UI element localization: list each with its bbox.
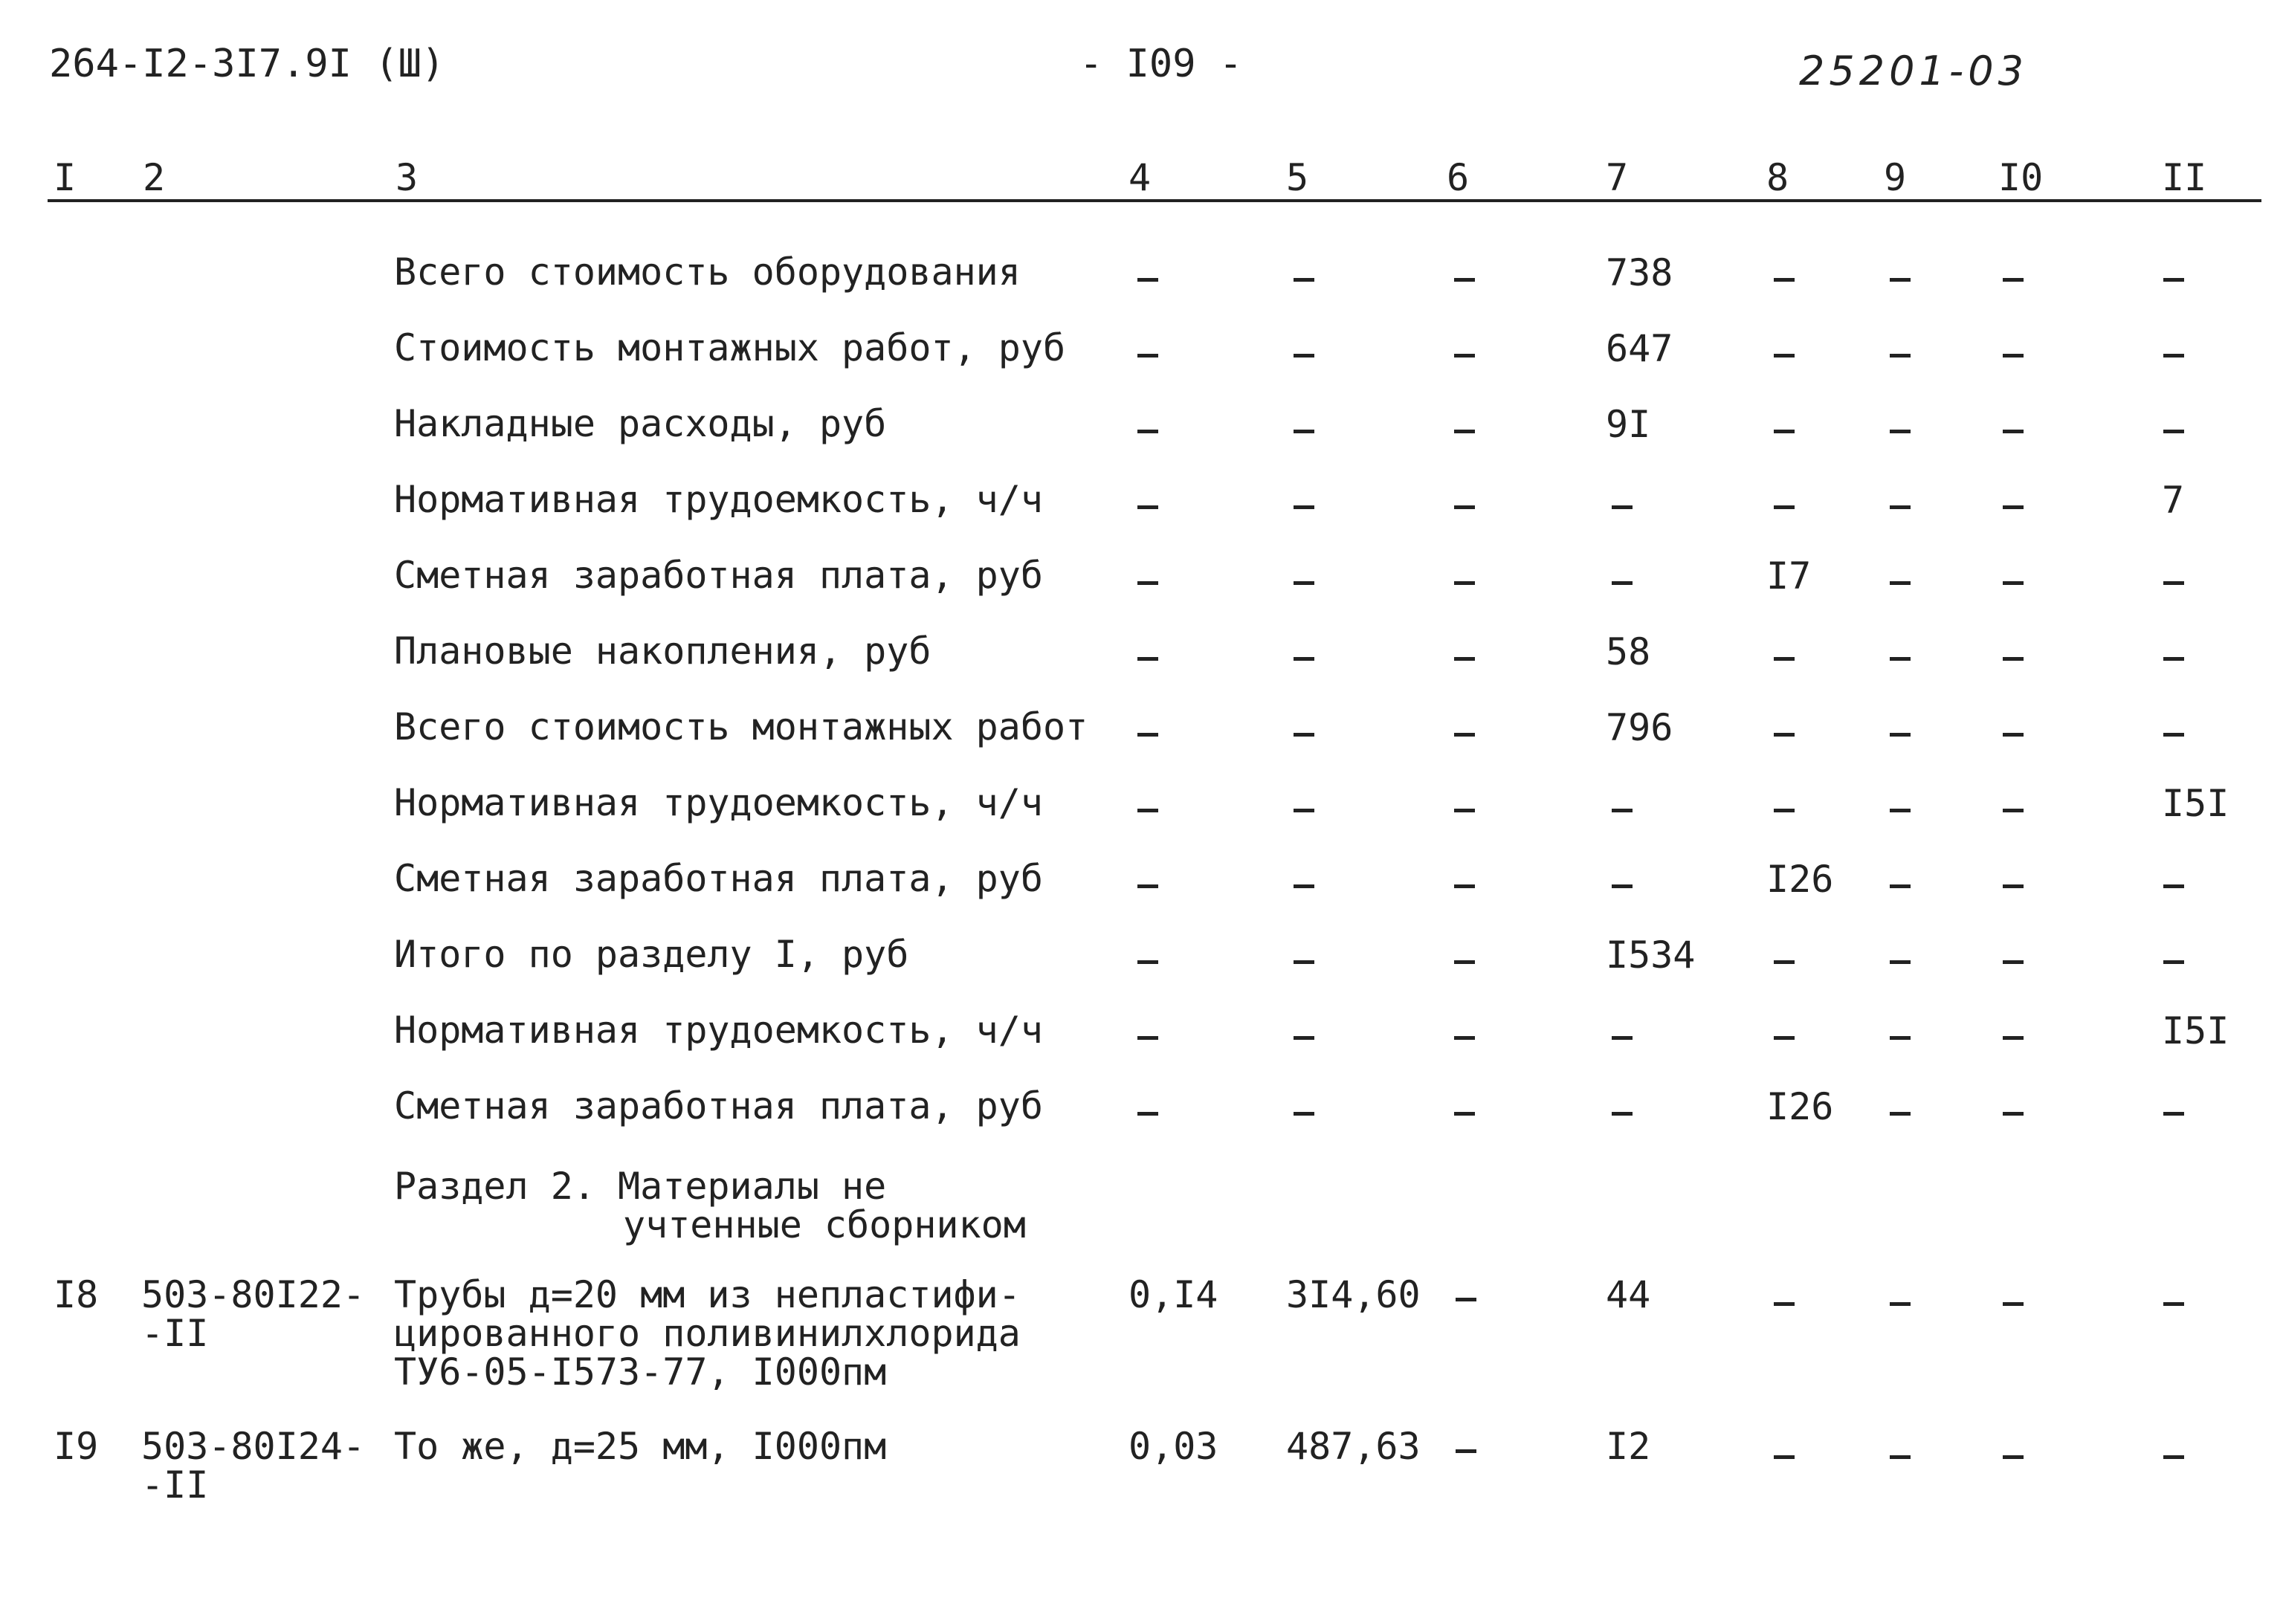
dash	[2163, 1455, 2184, 1459]
dash	[1454, 960, 1475, 964]
item-code-cont: -II	[141, 1463, 209, 1507]
row-label: Итого по разделу I, руб	[394, 933, 909, 976]
dash	[1890, 884, 1911, 888]
item-qty: 0,03	[1128, 1425, 1218, 1468]
dash	[2163, 884, 2184, 888]
dash	[2163, 733, 2184, 737]
dash	[2003, 430, 2024, 433]
col-header-10: I0	[1998, 156, 2044, 199]
dash	[1294, 960, 1314, 964]
dash	[1774, 657, 1795, 661]
dash	[1612, 581, 1633, 585]
page-number: - I09 -	[1079, 42, 1243, 86]
document-number: 264-I2-3I7.9I (Ш)	[49, 42, 445, 86]
dash	[1294, 430, 1314, 433]
dash	[1294, 278, 1314, 282]
col-header-9: 9	[1884, 156, 1907, 199]
dash	[1612, 1036, 1633, 1040]
dash	[1774, 1302, 1795, 1306]
dash	[1137, 354, 1158, 358]
dash	[1454, 581, 1475, 585]
dash	[1454, 657, 1475, 661]
dash	[1612, 1112, 1633, 1116]
row-label: Сметная заработная плата, руб	[394, 857, 1043, 900]
cell-value-c7: 738	[1606, 251, 1673, 294]
dash	[1454, 1112, 1475, 1116]
dash	[1454, 430, 1475, 433]
dash	[1774, 960, 1795, 964]
item-code: 503-80I24-	[141, 1425, 366, 1468]
item-no: I8	[54, 1273, 99, 1316]
dash	[1890, 505, 1911, 509]
dash	[1890, 657, 1911, 661]
item-code-cont: -II	[141, 1312, 209, 1355]
row-label: Нормативная трудоемкость, ч/ч	[394, 478, 1043, 521]
dash	[1294, 809, 1314, 812]
dash	[2163, 278, 2184, 282]
row-label: Сметная заработная плата, руб	[394, 1084, 1043, 1128]
item-code: 503-80I22-	[141, 1273, 366, 1316]
col-header-7: 7	[1606, 156, 1629, 199]
row-label: Всего стоимость монтажных работ	[394, 705, 1088, 748]
dash	[1137, 278, 1158, 282]
cell-value-c7: I534	[1606, 934, 1696, 977]
item-qty: 0,I4	[1128, 1273, 1218, 1316]
dash	[1294, 733, 1314, 737]
row-label: Нормативная трудоемкость, ч/ч	[394, 781, 1043, 824]
dash	[1454, 354, 1475, 358]
cell-value-c7: 796	[1606, 706, 1673, 749]
cell-value-c8: I26	[1766, 1085, 1834, 1128]
dash	[1890, 581, 1911, 585]
dash	[1456, 1449, 1476, 1453]
dash	[1774, 505, 1795, 509]
col-header-8: 8	[1766, 156, 1789, 199]
dash	[1774, 809, 1795, 812]
dash	[1137, 884, 1158, 888]
item-desc-line3: ТУ6-05-I573-77, I000пм	[394, 1350, 887, 1394]
dash	[1294, 884, 1314, 888]
item-total: I2	[1606, 1425, 1651, 1468]
dash	[1456, 1298, 1476, 1301]
dash	[1890, 1112, 1911, 1116]
dash	[1890, 1455, 1911, 1459]
cell-value-c7: 58	[1606, 630, 1651, 673]
dash	[1890, 960, 1911, 964]
row-label: Накладные расходы, руб	[394, 402, 887, 445]
dash	[1774, 278, 1795, 282]
dash	[1774, 430, 1795, 433]
item-desc-line1: Трубы д=20 мм из непластифи-	[394, 1273, 1021, 1316]
section2-subtitle: учтенные сборником	[623, 1203, 1026, 1246]
header-rule	[48, 199, 2261, 202]
dash	[1137, 505, 1158, 509]
col-header-2: 2	[143, 156, 166, 199]
dash	[1137, 430, 1158, 433]
dash	[1294, 581, 1314, 585]
dash	[1774, 354, 1795, 358]
dash	[1890, 809, 1911, 812]
item-no: I9	[54, 1425, 99, 1468]
col-header-3: 3	[395, 156, 419, 199]
dash	[2003, 809, 2024, 812]
dash	[1774, 1455, 1795, 1459]
row-label: Нормативная трудоемкость, ч/ч	[394, 1009, 1043, 1052]
dash	[2003, 657, 2024, 661]
dash	[1137, 733, 1158, 737]
dash	[1454, 884, 1475, 888]
dash	[1890, 1302, 1911, 1306]
row-label: Плановые накопления, руб	[394, 630, 931, 673]
dash	[2163, 430, 2184, 433]
dash	[1454, 809, 1475, 812]
dash	[1890, 1036, 1911, 1040]
dash	[1774, 1036, 1795, 1040]
dash	[1612, 884, 1633, 888]
dash	[1774, 733, 1795, 737]
cell-value-c7: 9I	[1606, 403, 1651, 446]
dash	[1454, 1036, 1475, 1040]
dash	[1890, 430, 1911, 433]
dash	[2003, 505, 2024, 509]
dash	[2003, 1112, 2024, 1116]
dash	[1294, 354, 1314, 358]
dash	[2003, 354, 2024, 358]
dash	[1137, 960, 1158, 964]
cell-value-c11: I5I	[2162, 1009, 2229, 1052]
dash	[2003, 960, 2024, 964]
dash	[1890, 354, 1911, 358]
dash	[2163, 657, 2184, 661]
dash	[2163, 1112, 2184, 1116]
dash	[2163, 354, 2184, 358]
item-total: 44	[1606, 1273, 1651, 1316]
dash	[1137, 1112, 1158, 1116]
dash	[2003, 581, 2024, 585]
dash	[1454, 505, 1475, 509]
cell-value-c11: I5I	[2162, 782, 2229, 825]
dash	[2003, 278, 2024, 282]
dash	[1137, 1036, 1158, 1040]
row-label: Стоимость монтажных работ, руб	[394, 326, 1066, 369]
row-label: Сметная заработная плата, руб	[394, 554, 1043, 597]
cell-value-c11: 7	[2162, 479, 2185, 522]
section2-title: Раздел 2. Материалы не	[394, 1165, 887, 1208]
dash	[2003, 884, 2024, 888]
dash	[1454, 733, 1475, 737]
dash	[2003, 1036, 2024, 1040]
dash	[2003, 1302, 2024, 1306]
dash	[1294, 505, 1314, 509]
item-price: 487,63	[1286, 1425, 1421, 1468]
item-desc-line2: цированного поливинилхлорида	[394, 1312, 1021, 1355]
item-price: 3I4,60	[1286, 1273, 1421, 1316]
cell-value-c8: I26	[1766, 858, 1834, 901]
dash	[1294, 1112, 1314, 1116]
dash	[2003, 1455, 2024, 1459]
col-header-5: 5	[1286, 156, 1309, 199]
col-header-1: I	[54, 156, 77, 199]
col-header-4: 4	[1128, 156, 1152, 199]
dash	[1137, 657, 1158, 661]
cell-value-c7: 647	[1606, 327, 1673, 370]
handwritten-code: 25201-03	[1799, 48, 2028, 94]
dash	[1454, 278, 1475, 282]
dash	[1890, 733, 1911, 737]
col-header-11: II	[2162, 156, 2207, 199]
row-label: Всего стоимость оборудования	[394, 250, 1021, 294]
dash	[1294, 657, 1314, 661]
dash	[1612, 809, 1633, 812]
dash	[2003, 733, 2024, 737]
col-header-6: 6	[1447, 156, 1470, 199]
dash	[2163, 960, 2184, 964]
dash	[1137, 809, 1158, 812]
item-desc-line1: То же, д=25 мм, I000пм	[394, 1425, 887, 1468]
dash	[1890, 278, 1911, 282]
dash	[2163, 1302, 2184, 1306]
dash	[1137, 581, 1158, 585]
dash	[1294, 1036, 1314, 1040]
dash	[1612, 505, 1633, 509]
cell-value-c8: I7	[1766, 554, 1812, 598]
dash	[2163, 581, 2184, 585]
